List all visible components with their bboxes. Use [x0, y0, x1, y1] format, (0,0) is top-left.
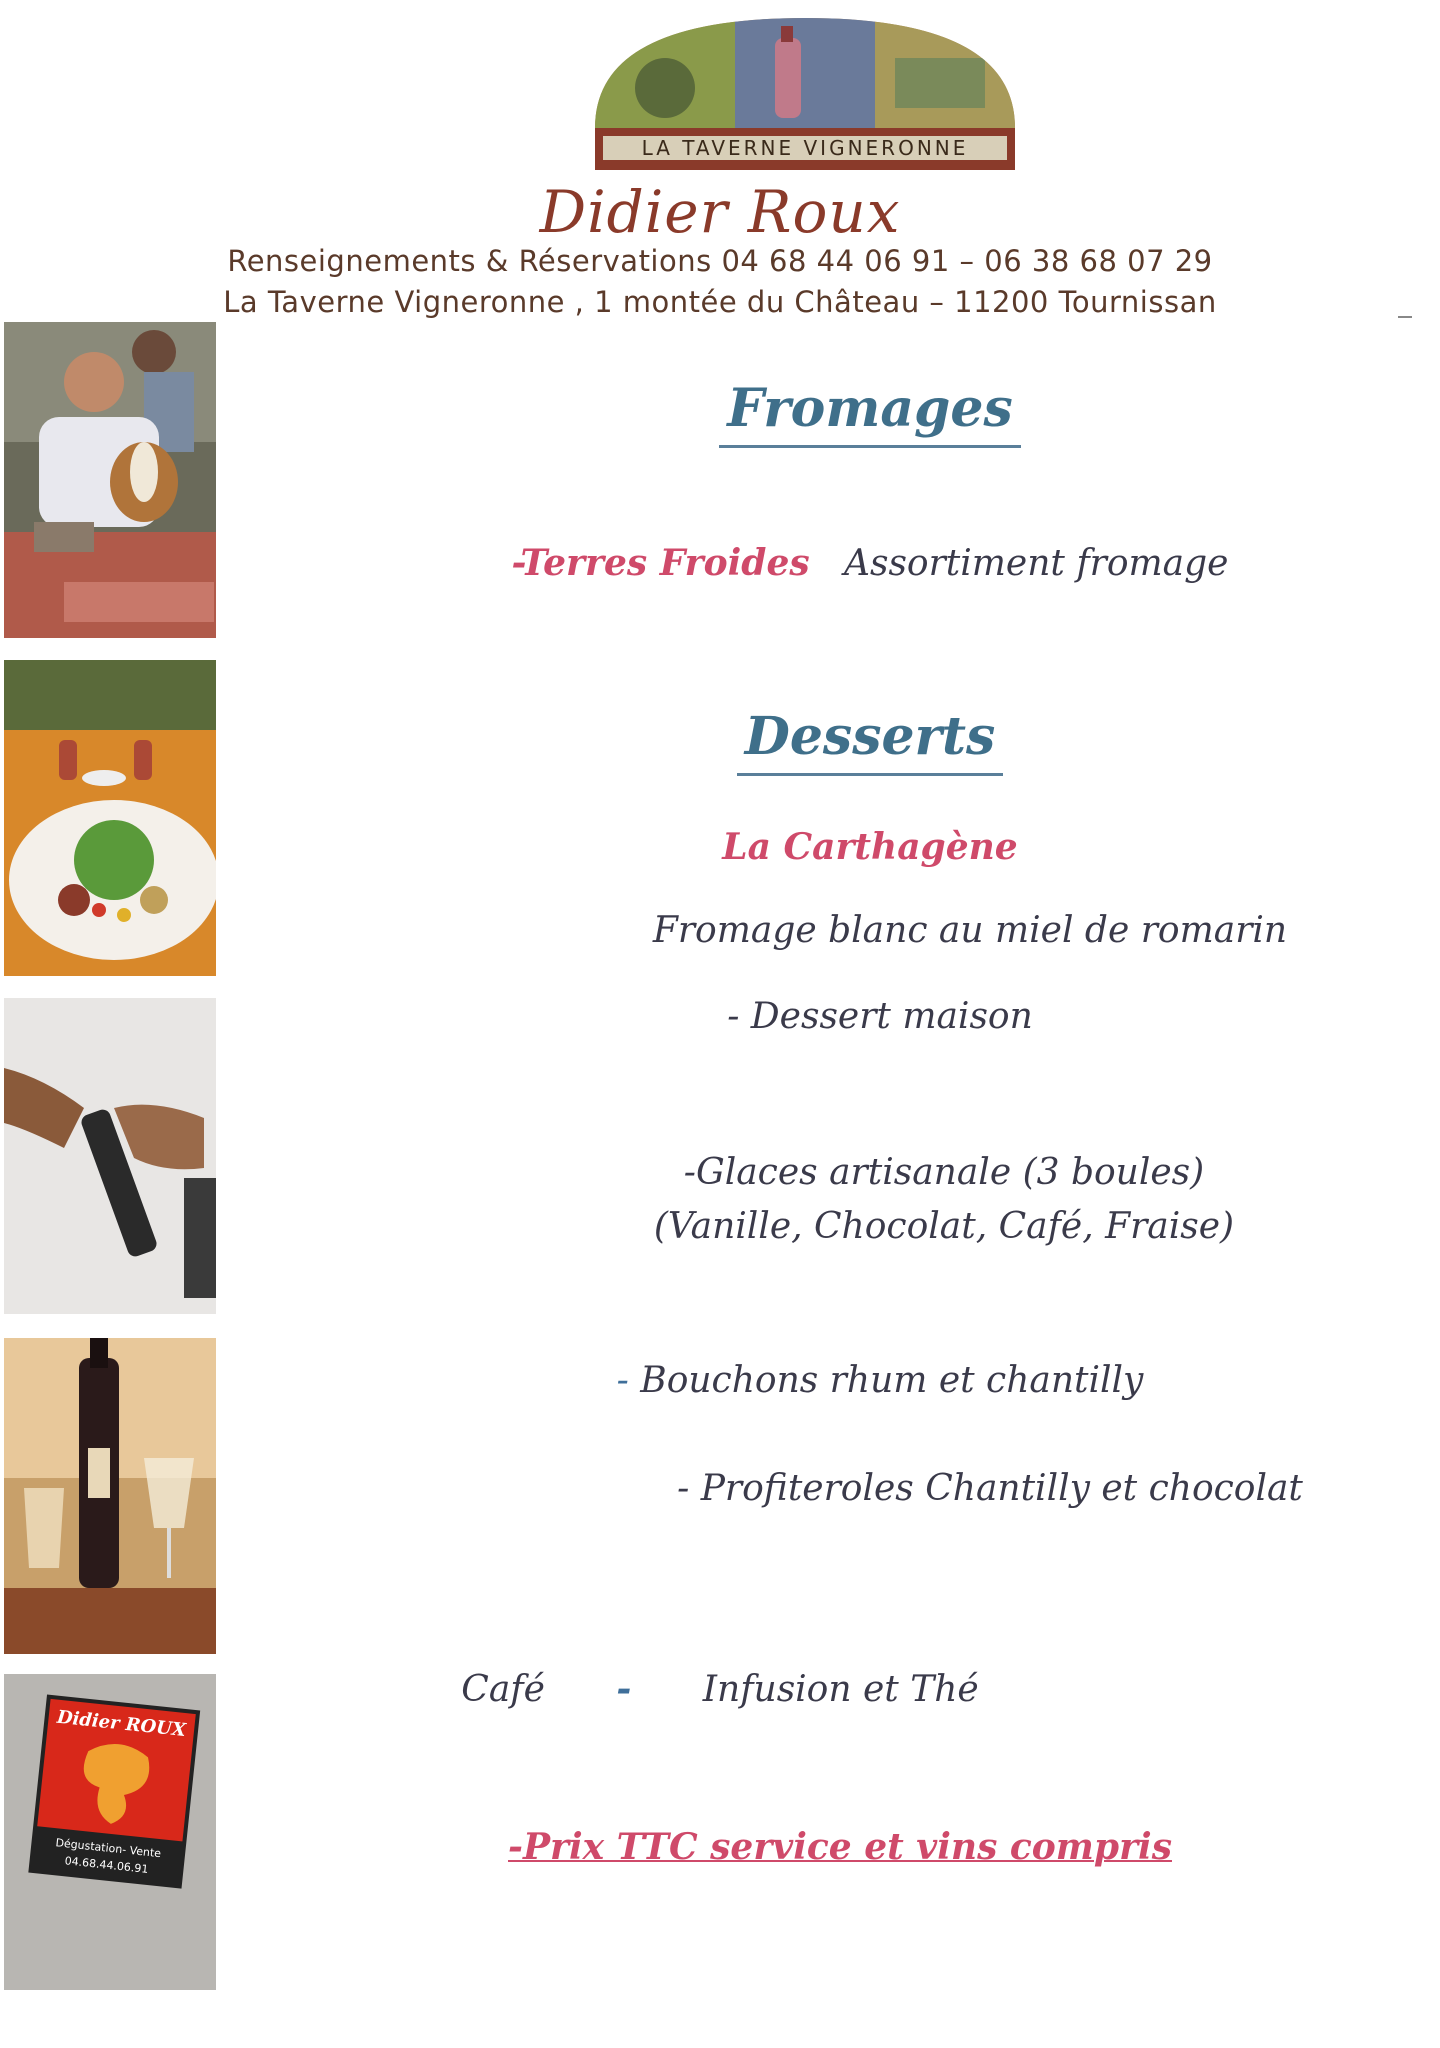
desserts-heading — [150, 706, 1440, 776]
boisson-separator: - — [616, 1668, 632, 1710]
dessert-item-bouchons — [160, 1360, 1440, 1401]
desserts-subtitle: La Carthagène — [722, 826, 1018, 868]
boissons-line — [0, 1668, 1440, 1710]
dessert-item-glaces: -Glaces artisanale (3 boules) — [683, 1152, 1205, 1193]
boisson-cafe: Café — [461, 1669, 545, 1710]
price-note — [120, 1826, 1440, 1868]
contact-reservations: Renseignements & Réservations 04 68 44 06 91 – 06 38 68 07 29 — [227, 244, 1213, 278]
bouchons-text: Bouchons rhum et chantilly — [640, 1360, 1144, 1401]
signature: Didier Roux — [539, 178, 901, 246]
dessert-item-fromage-blanc: Fromage blanc au miel de romarin — [652, 910, 1288, 951]
item-description: Assortiment fromage — [843, 543, 1229, 584]
margin-mark — [1398, 316, 1412, 318]
menu-item-terres-froides — [150, 542, 1440, 584]
sign-brand: Didier ROUX — [55, 1706, 187, 1742]
sign-phone: 04.68.44.06.91 — [64, 1854, 149, 1876]
contact-address: La Taverne Vigneronne , 1 montée du Château – 11200 Tournissan — [223, 285, 1217, 319]
price-note-text: -Prix TTC service et vins compris — [508, 1826, 1172, 1868]
fromages-heading — [150, 378, 1440, 448]
photo-opening-bottle — [4, 998, 216, 1314]
dessert-item-glaces-flavours: (Vanille, Chocolat, Café, Fraise) — [653, 1206, 1235, 1247]
logo-text: LA TAVERNE VIGNERONNE — [641, 136, 969, 160]
fromages-title: Fromages — [719, 378, 1021, 448]
item-name: -Terres Froides — [511, 542, 810, 584]
dessert-item-profiteroles: - Profiteroles Chantilly et chocolat — [677, 1468, 1303, 1509]
photo-man-with-dog — [4, 322, 216, 638]
taverne-logo — [595, 18, 1015, 170]
desserts-title: Desserts — [737, 706, 1004, 776]
dessert-item-maison: - Dessert maison — [727, 996, 1033, 1037]
boisson-infusion: Infusion et Thé — [702, 1669, 979, 1710]
bullet-dash: - — [616, 1360, 629, 1401]
sign-caption: Dégustation- Vente — [54, 1836, 162, 1861]
